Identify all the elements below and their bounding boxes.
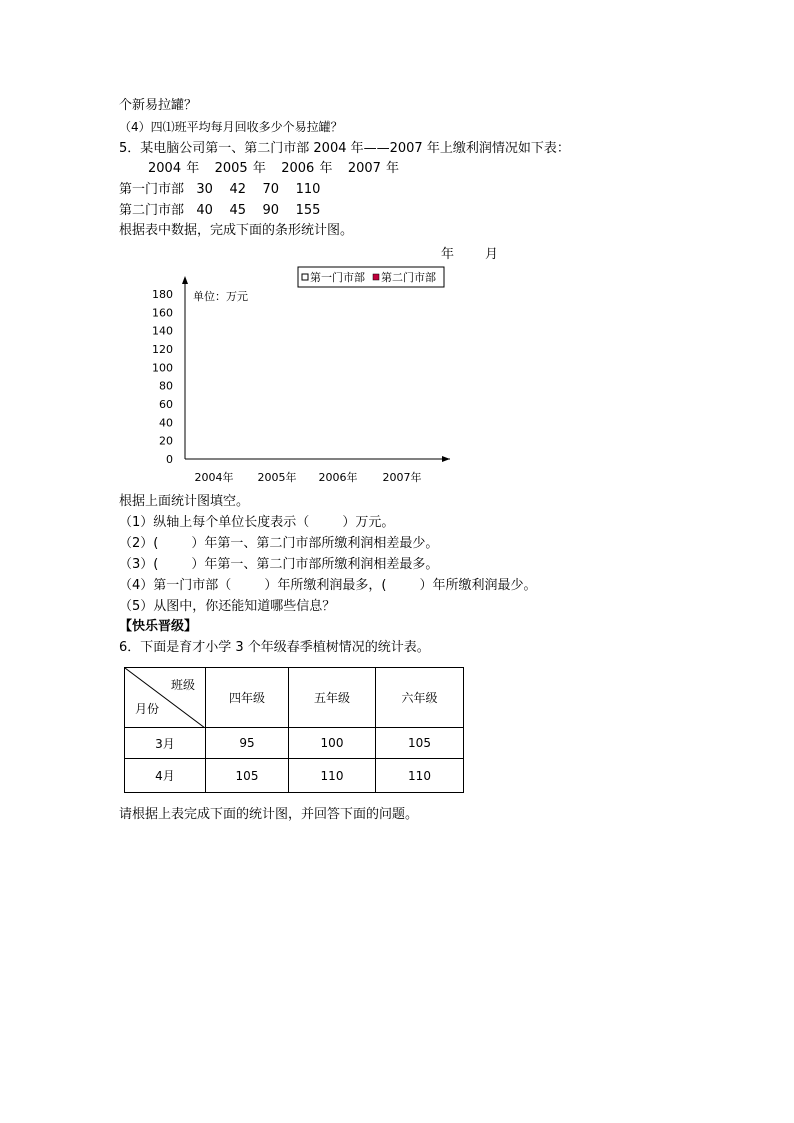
- table-cell: 110: [376, 759, 464, 793]
- closing-instruction: 请根据上表完成下面的统计图，并回答下面的问题。: [119, 807, 419, 822]
- legend-label-series-2: 第二门市部: [381, 271, 436, 284]
- y-tick-label: 60: [159, 398, 173, 411]
- legend-swatch-series-1: [302, 274, 308, 280]
- problem-5-intro: 5．某电脑公司第一、第二门市部 2004 年——2007 年上缴利润情况如下表：: [119, 141, 570, 156]
- x-tick-label: 2005年: [257, 471, 297, 484]
- y-tick-label: 0: [166, 453, 173, 466]
- y-axis-arrow: [182, 276, 188, 284]
- year-header-row: 2004 年 2005 年 2006 年 2007 年: [148, 161, 400, 176]
- table-row: [125, 759, 464, 793]
- table-cell: 110: [289, 759, 376, 793]
- problem-6-intro: 6．下面是育才小学 3 个年级春季植树情况的统计表。: [119, 640, 430, 655]
- x-tick-label: 2007年: [382, 471, 422, 484]
- store-1-row: 第一门市部 30 42 70 110: [119, 182, 321, 197]
- table-cell: 105: [206, 759, 289, 793]
- question-1: （1）纵轴上每个单位长度表示（ ）万元。: [119, 515, 395, 530]
- table-cell: 100: [289, 728, 376, 759]
- y-tick-label: 180: [152, 288, 173, 301]
- corner-bottom-label: 月份: [135, 702, 160, 716]
- question-2: （2）( ）年第一、第二门市部所缴利润相差最少。: [119, 536, 439, 551]
- store-2-row: 第二门市部 40 45 90 155: [119, 203, 321, 218]
- chart-unit-label: 单位：万元: [193, 290, 248, 303]
- y-tick-label: 20: [159, 434, 173, 448]
- question-3: （3）( ）年第一、第二门市部所缴利润相差最多。: [119, 557, 439, 572]
- table-cell: 105: [376, 728, 464, 759]
- date-year-label: 年: [441, 247, 455, 262]
- question-4: （4）四⑴班平均每月回收多少个易拉罐？: [119, 120, 343, 134]
- table-row: [125, 728, 464, 759]
- x-tick-label: 2006年: [318, 471, 358, 484]
- text-line-1: 个新易拉罐？: [119, 98, 198, 113]
- y-tick-label: 80: [159, 379, 173, 393]
- question-5: （5）从图中，你还能知道哪些信息？: [119, 599, 336, 614]
- row-label: 3月: [125, 728, 206, 759]
- row-label: 4月: [125, 759, 206, 793]
- table-cell: 95: [206, 728, 289, 759]
- table-header-cell: 四年级: [206, 668, 289, 728]
- x-axis-arrow: [442, 456, 450, 462]
- date-month-label: 月: [485, 247, 499, 262]
- section-heading: 【快乐晋级】: [119, 619, 198, 634]
- table-header-cell: 六年级: [376, 668, 464, 728]
- y-tick-label: 120: [152, 343, 173, 356]
- y-tick-label: 140: [152, 324, 173, 338]
- fill-in-title: 根据上面统计图填空。: [119, 494, 250, 509]
- table-header-cell: 五年级: [289, 668, 376, 728]
- x-tick-label: 2004年: [194, 471, 234, 484]
- legend-label-series-1: 第一门市部: [310, 271, 365, 284]
- legend-swatch-series-2: [373, 274, 379, 280]
- bar-chart: [140, 262, 480, 490]
- instruction-line: 根据表中数据，完成下面的条形统计图。: [119, 223, 354, 238]
- planting-table: [124, 667, 464, 793]
- y-tick-label: 40: [159, 416, 173, 430]
- question-4-fill: （4）第一门市部（ ）年所缴利润最多，( ）年所缴利润最少。: [119, 578, 537, 593]
- y-tick-label: 160: [152, 306, 173, 320]
- corner-top-label: 班级: [170, 678, 195, 692]
- y-tick-label: 100: [152, 361, 173, 375]
- table-corner-cell: [125, 668, 206, 728]
